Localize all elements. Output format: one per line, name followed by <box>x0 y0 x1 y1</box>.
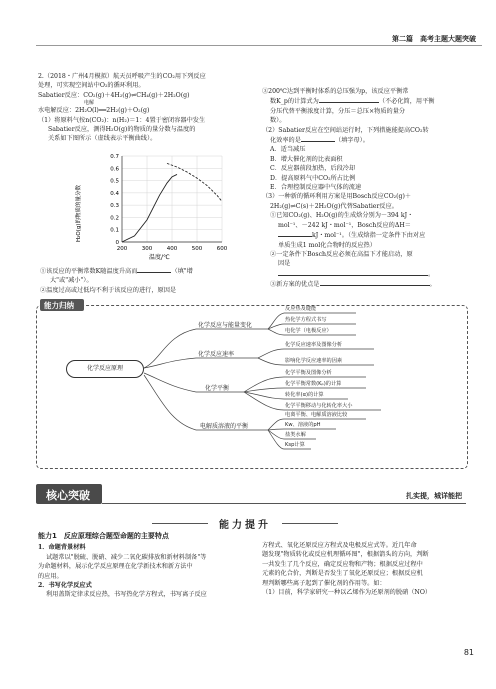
electrolysis-reaction: 水电解反应：2H₂O(l)══2H₂(g)＋O₂(g) <box>38 107 150 115</box>
answer-blank[interactable] <box>137 266 171 273</box>
body-line: 理判断哪些离子起到了催化剂的作用等。如： <box>262 579 386 587</box>
question-text: （2）Sabatier反应在空间站运行时，下列措施能提高CO₂转 <box>262 126 429 134</box>
option-d: D．提高原料气中CO₂所占比例 <box>270 174 356 182</box>
question-text: ①该反应的平衡常数K随温度升高而 <box>40 268 138 275</box>
ability-1-section <box>38 532 250 600</box>
option-a: A．适当减压 <box>270 146 306 154</box>
heading-rule-right <box>282 523 338 524</box>
branch-energy: 化学反应与能量变化 <box>198 322 253 329</box>
right-column <box>262 87 472 290</box>
body-line: 的应用。 <box>38 572 63 580</box>
body-line: 方程式、氧化还原反应方程式及电极反应式等。近几年命 <box>262 542 417 549</box>
question-text: （不必化简，用平衡 <box>378 98 435 106</box>
electrolysis-label: 电解 <box>84 100 95 107</box>
question-text: 。 <box>429 281 436 289</box>
x-tick-label: 500 <box>191 246 203 252</box>
part-1-line: Sabatier反应，测得H₂O(g)的物质的量分数与温度的 <box>48 126 196 134</box>
question-text: 2H₂(g)⇌C(s)＋2H₂O(g)代替Sabatier反应。 <box>270 202 398 210</box>
ability-1-right <box>262 541 472 597</box>
mindmap-connectors <box>36 305 466 467</box>
chart-ylabel: H₂O(g)的物质的量分数 <box>76 185 82 242</box>
y-tick-label: 0.2 <box>110 215 119 222</box>
banner-slogan: 扎实提，城详能把 <box>406 492 462 500</box>
answer-blank[interactable] <box>278 230 312 237</box>
y-tick-label: 0.1 <box>110 227 119 234</box>
leaf-item: 化学反应速率及图像分析 <box>285 342 343 348</box>
question-text: ②温度过高或过低均不利于该反应的进行，原因是 <box>40 286 177 294</box>
question-line: 处理，可实现空间站中O₂的循环利用。 <box>38 82 145 90</box>
answer-blank[interactable] <box>319 96 379 103</box>
question-text: （3）一种新的循环利用方案是用Bosch反应CO₂(g)＋ <box>262 193 412 201</box>
y-tick-label: 0.5 <box>110 178 119 185</box>
leaf-item: 热化学方程式书写 <box>285 317 327 323</box>
leaf-item: Kw、溶液的pH <box>285 422 321 428</box>
subheading: 2．书写化学反应式 <box>38 582 92 590</box>
ability-summary-title: 能力归纳 <box>44 301 74 310</box>
body-line: 题发现"物质转化或反应机理循环图"，根据箭头的方向，判断 <box>262 551 429 559</box>
option-c: C．反应器前段加热，后段冷却 <box>270 165 356 173</box>
y-tick-label: 0.6 <box>110 166 119 173</box>
option-e: E．合理控制反应器中气体的流速 <box>270 184 362 192</box>
leaf-item: 转化率(α)的计算 <box>285 392 324 398</box>
question-text: 。 <box>428 270 435 278</box>
leaf-item: 电离平衡、电解质溶液比较 <box>285 412 348 418</box>
x-tick-label: 400 <box>166 246 178 252</box>
branch-rate: 化学反应速率 <box>198 351 235 358</box>
x-tick-label: 600 <box>216 246 228 252</box>
body-line: 一共发生了几个反应，确定反应物和产物；根据反应过程中 <box>262 560 423 568</box>
question-text: 数K_p的计算式为 <box>270 98 319 106</box>
question-text: 数）。 <box>270 117 286 125</box>
measured-curve <box>122 174 177 242</box>
subheading: 1．命题背景材料 <box>38 544 86 552</box>
question-text: kJ・mol⁻¹。（生成焓指一定条件下由对应 <box>312 232 426 240</box>
question-text: （填字母）。 <box>334 137 369 145</box>
body-line: 试题常以"脱硫、脱硝、减少二氧化碳排放和新材料制备"等 <box>46 553 207 561</box>
x-tick-label: 300 <box>141 246 153 252</box>
left-column-after-chart <box>40 266 252 295</box>
y-tick-label: 0 <box>115 240 119 246</box>
leaf-item: 反应热及键能 <box>285 306 317 312</box>
question-text: ①已知CO₂(g)、H₂O(g)的生成焓分别为－394 kJ・ <box>270 212 414 220</box>
question-text: ③新方案的优点是 <box>270 281 320 289</box>
answer-blank[interactable] <box>320 279 430 286</box>
page-number: 81 <box>463 648 474 657</box>
y-tick-label: 0.4 <box>110 190 119 197</box>
leaf-item: 化学平衡常数(Kₚ)的计算 <box>285 381 342 387</box>
part-1-line: （1）将原料气按n(CO₂)：n(H₂)＝1：4置于密闭容器中发生 <box>38 116 206 124</box>
body-line: （1）目前，科学家研究一种以乙烯作为还原剂的脱硝（NO） <box>262 589 432 597</box>
y-tick-label: 0.7 <box>110 154 119 160</box>
question-text: 化效率的是 <box>270 137 301 145</box>
mindmap-root: 化学反应原理 <box>66 360 144 378</box>
leaf-item: 电化学（电极反应） <box>285 328 332 334</box>
leaf-item: 盐类水解 <box>285 432 306 438</box>
body-line: 元素的化合价，判断是否发生了氧化还原反应；根据反应机 <box>262 570 423 578</box>
question-text: 因是 <box>278 260 291 268</box>
left-column <box>38 72 250 144</box>
leaf-item: 化学平衡移动与化转化率大小 <box>285 403 353 409</box>
question-text: 分压代替平衡浓度计算，分压＝总压×物质的量分 <box>270 107 406 115</box>
question-text: mol⁻¹、－242 kJ・mol⁻¹，Bosch反应的ΔH＝ <box>278 221 411 229</box>
mole-fraction-chart <box>72 150 232 262</box>
part-1-line: 关系如下图所示（虚线表示平衡曲线）。 <box>48 135 157 143</box>
question-text: （填"增 <box>171 268 193 275</box>
branch-electrolyte: 电解质溶液的平衡 <box>200 423 249 430</box>
leaf-item: 影响化学反应速率的因素 <box>285 358 343 364</box>
question-text: ③200℃达到平衡时体系的总压强为p，该反应平衡常 <box>262 88 409 95</box>
sabatier-reaction: Sabatier反应：CO₂(g)＋4H₂(g)⇌CH₄(g)＋2H₂O(g) <box>38 91 190 99</box>
option-b: B．增大催化剂的比表面积 <box>270 155 343 163</box>
leaf-item: Ksp计算 <box>285 442 305 448</box>
banner-rule <box>102 503 466 504</box>
answer-blank[interactable] <box>301 135 335 142</box>
section-heading: 能力提升 <box>219 520 271 531</box>
question-2-line: 2.（2018・广州4月模拟）航天员呼吸产生的CO₂用下列反应 <box>38 73 206 80</box>
body-line: 为命题材料，展示化学反应原理在化学新技术和新方法中 <box>38 563 193 571</box>
question-text: 大"或"减小"）。 <box>50 277 93 285</box>
body-line: 利用盖斯定律求反应热，书写热化学方程式，书写离子反应 <box>46 591 207 599</box>
chart-xlabel: 温度/℃ <box>149 254 170 261</box>
question-text: 单质生成1 mol化合物时的反应热） <box>278 241 376 249</box>
running-header: 第二篇 高考主题大题突破 <box>392 35 476 43</box>
equilibrium-curve <box>167 163 222 201</box>
question-text: ②一定条件下Bosch反应必须在高温下才能启动，原 <box>270 250 413 258</box>
core-banner <box>36 484 466 504</box>
heading-rule-left <box>152 523 208 524</box>
section-heading-wrap <box>130 513 360 531</box>
leaf-item: 化学平衡及图像分析 <box>285 370 332 376</box>
header-rule <box>36 45 482 46</box>
x-tick-label: 200 <box>116 246 128 252</box>
answer-blank[interactable] <box>278 269 428 276</box>
banner-title: 核心突破 <box>46 489 90 502</box>
y-tick-label: 0.3 <box>110 203 119 210</box>
branch-equilibrium: 化学平衡 <box>205 385 230 392</box>
ability-1-title: 能力1 反应原理综合题型命题的主要特点 <box>38 532 169 540</box>
